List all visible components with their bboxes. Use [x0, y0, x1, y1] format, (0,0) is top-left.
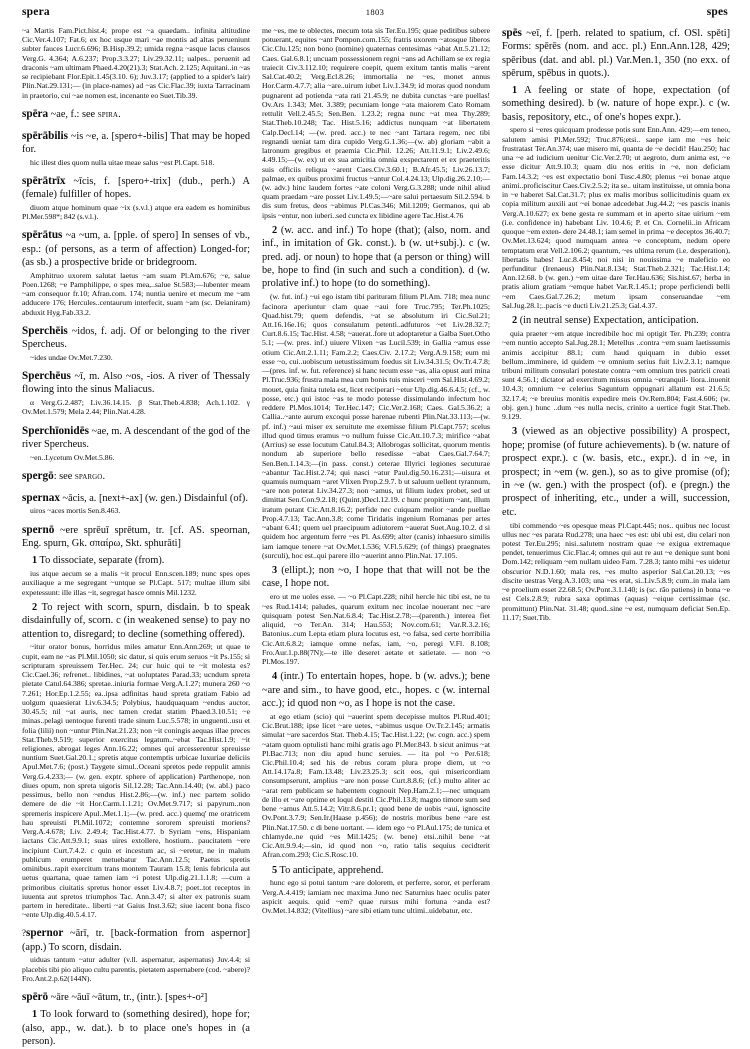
- headword: spernor: [26, 927, 64, 940]
- sense-text: (w. acc. and inf.) To hope (that); (also, nom. and inf., in imitation of Gk. const.). b (w. ut+subj.). c (w. pred. adj. or noun) to hope that (a person or thing) will be, hope to find (in such and such a condition). d (w. prolative inf.) to hope (to do something).: [262, 224, 491, 290]
- sense-block: [502, 314, 730, 327]
- headword: spērātrīx: [22, 175, 66, 187]
- sense-number: 2: [272, 224, 278, 236]
- headword: Sperchēis: [22, 324, 68, 337]
- sense-block: [502, 84, 730, 124]
- entry-etymology: ~āre ~āuī ~ātum, tr., (intr.). [spes+-o²]: [48, 992, 208, 1004]
- sense-text: (in neutral sense) Expectation, anticipation.: [519, 315, 699, 327]
- sense-block: [502, 425, 730, 519]
- sense-number: 2: [512, 315, 518, 327]
- headword: Sperchīonidēs: [22, 424, 89, 437]
- sense-number: 1: [32, 1009, 38, 1021]
- entry-tail: .: [102, 470, 106, 482]
- citation-paragraph: (w. fut. inf.) ~ui ego istam tibi parituram filium Pl.Am. 718; mea nunc facinora aperiuntur clam quae ~aui fore Truc.795; Ter.Ph.1025; Quad.hist.79; quem defendis, ~at se absolutum iri Cic.Sul.21; Att.16.16e.16; quos consulatum petenti..adfuturos ~et Liv.28.32.7; Curt.8.6.15; Tac.Hist. 4.58; ~auerat..fore ut adoptaretur a Galba Suet.Otho 5.1; —(w. pres. inf.) uiuere Vlixen ~as Lucil.539; in Gallia ~amus esse otium Cic.Att.2.1.11; Fam.2.2; Caes.Civ. 2.17.2; Verg.A.9.158; eum mi esse ~o, cui..uobiscum uetustissimum foedus sit Liv.34.31.5; Ov.Tr.4.7.8;—(pres. inf. w. fut. reference) si hanc tecum esse ~as, alia opust auri mina Pl.Truc.936; frustra mala mea cum bonis tuis misceri ~em Sal.Hist.4.69.2; mouet, quia finita tutela est, licet reciperari ~etur Ulp.dig.46.6.4.5; (cf., w. posse, etc.) qui istoc ~as te modo potesse dissimulando infectum hoc reddere Pl.Mos.1014; Ter.Hec.147; Cic.Ver.2.168; Caes. Gal.5.36.2; a Callia..~ante aurum excoqui posse harenae rubenti Plin.Nat.33.113;—(w. pf. inf.) ~aui miser ex seruitute me exemisse filium Pl.Capt.757; scelus illud quod timus eramus ~o nullum fuisse Cic.Att.10.7.3; mirifice ~abat (Arrius) se esse locutum Catul.84.3; Allobrogas sollicitat, quorum mentis nondum ab superiore bello resedisse ~abat Caes.Gal.7.64.7; Sen.Ben.1.14.3;—(in pass. const.) ceterae Illyrici legiones secuturae ~abantur Tac.Hist.2.74; qui nasci ~atur Paul.dig.50.16.231;—uisura et quamuis numquam ~aret Vlixen Prop.2.9.7. b ut saluum uellent tyrannum, ~are non poterat Liv.34.27.3; non ~amus, ut filium iudex probet, sed ut dimittat Sen.Con.9.2.18; (Quint.)Decl.12.19. c hunc propitium ~ant, illum iratum putant Cic.Att.8.16.2; perfide nec cuiquam melior ~ande puellae Prop.4.7.13; Tac.Ann.3.8; come Tiridatis ingenium Romanas per artes ~abant 6.41; quem uel praecipuum adiutorem ~auerat Suet.Aug.10.2. d si quidem hoc argentum ferre ~es Pl. As.699; alter (canis) inhaesuro similis iam iamque tenere ~at Ov.Met.1.536; V.Fl.5.629; (of things) praegnates (surculi), hoc est..qui parere illo ~auerint anno Plin.Nat. 17.105.: [262, 292, 490, 560]
- headword: spēs: [502, 27, 522, 39]
- entry-spernax: [22, 491, 250, 505]
- entry-speratrix: [22, 174, 250, 202]
- sense-text: To dissociate, separate (from).: [39, 555, 165, 567]
- citation-paragraph: ero ut me uoles esse. — ~o Pl.Capt.228; nihil hercle hic tibi est, ne tu ~es Rud.1414; paludes, quarum exitum nec incolae nouerant nec ~are quisquam potest Sen.Nat.6.8.4; Tac.Hist.2.78;—(parenth.) interea fiet aliquid, ~o Ter.An. 314; Hau.553; Nov.com.61; Var.R.3.2.16; Batonius..cum Lepta etiam plura locutus est, ~o falsa, sed certe horribilia Cic.Att.6.8.2; iamque omne nefas, iam, ~o, peregi V.Fl. 8.108; Fro.Aur.1.p.88(7N);—te ille deseret aetate et satietate. — non ~o Pl.Mos.197.: [262, 592, 490, 666]
- column-container: [22, 26, 730, 1048]
- sense-text: To reject with scorn, spurn, disdain. b to speak disdainfully of, scorn. c (in weakened sense) to pay no attention to, disregard; to decline (something offered).: [22, 601, 250, 640]
- entry-definition: ~ī, m. Also ~os, -ios. A river of Thessaly flowing into the sinus Maliacus.: [22, 371, 250, 396]
- entry-definition: ~ārī, tr. [back-formation from aspernor] (app.) To scorn, disdain.: [22, 928, 250, 953]
- doubtful-marker: ?: [22, 928, 26, 939]
- sense-block: [262, 670, 490, 710]
- cross-reference[interactable]: spira: [97, 109, 119, 120]
- entry-sperchionides: [22, 424, 250, 452]
- entry-tail: .: [118, 108, 121, 120]
- sense-block: [22, 554, 250, 567]
- headword: Sperchēus: [22, 370, 71, 383]
- headword: spērō: [22, 991, 49, 1004]
- entry-spercheus: [22, 369, 250, 397]
- citation-paragraph: at ego etiam (scio) qui ~auerint spem decepisse multos Pl.Rud.401; Cic.Brut.188; ipse licet ~are uetes, ~abimus usque Ov.Tr.2.145; armatis simulat ~are sacerdos Stat. Theb.4.15; Tac.Hist.1.22; (w. cogn. acc.) spem ~atam quom optulisti hanc mihi gratis ago Pl.Mer.843. b sicut animus ~at Pl.Bac.713; non diu apud hunc seruies. — ita pol ~o Per.618; Cic.Phil.10.4; sed his de rebus coram plura prope diem, ut ~o Att.14.17a.8; Fam.13.48; Liv.23.25.3; scit eos, qui misericordiam consumpserunt, amplius ~are non posse Curt.8.8.6; (cf.) multo aliter ac ~arat rem publicam se habentem cognouit Nep.Ham.2.1;—nec umquam de illo et ~are optime et loqui destiti Cic.Phil.13.8; magno timore sum sed bene ~amus Att.5.14.2; Vitr.8.6.pr.1; quod bene de uobis ~aui, ignoscite Ov.Pont.3.7.9; Sen.Ir.(Haase p.456); de nostris moribus bene ~are est Plin.Nat.17.50. c di bene uortant. — idem ego ~o Pl.Aul.175; de tunica et chlamyde..ne quid ~es Mil.1425; (w. bene) etsi..nihil bene ~at Cic.Att.9.9.4;—sin, id quod non ~o, ratio talis sequius cecidterit Afran.com.293; Cic.S.Rosc.10.: [262, 711, 490, 860]
- entry-definition: ~ae, m. A descendant of the god of the river Spercheus.: [22, 425, 250, 450]
- continuation-paragraph: me ~es, me te oblectes, mecum tota sis Ter.Eu.195; quae peditibus subere potuerant, equites ~ant Pompon.com.155; fratris uxorem ~atosque liberos Cic.Clu.125; non bono (nomine) quaternas centesimas ~abat Att.5.21.12; Caes. Gal.6.8.1; uncuam possessionem regni ~ans ad Achillam se ex regia traiecit Civ.3.112.10; requirere coepit, quem exitum tantis malis ~arent Sal.Cat.40.2; Verg.Ecl.8.26; immortalia ne ~es, monet annus Hor.Carm.4.7.7; alia ~are..uirum iubet Liv.1.34.9; id moras quod nondum pugnarent ad potienda ~ata rati 21.45.9; ne dubita cunctas ~are puellas! Ov.Ars 1.343; Met. 3.389; pecuniam longe ~ata maiorem Cato Romam rettulit Vell.2.45.5; Sen.Ben. 1.23.2; regna nunc ~at mea Thy.289; Stat.Theb.10.248; Tac. Hist.5.16; addictus nunquam ~at libertatem Calp.Decl.14; —(w. pred. acc.) te nec ~ant Tartara regem, nec tibi regnandi ueniat tam dira cupido Verg.G.1.36;—(w. ab) gloriam ~abit a latronum gregibus et praemia Cic.Phil. 12.26; Att.11.9.1; Liv.2.49.6; 4.49.15;—(w. ex) ut ex sua amicitia omnia exspectarent et ex praeteritis suis officiis reliqua ~arent Caes.Civ.3.60.1; B.Afr.45.5; Liv.26.13.7; palmae, ex quibus proximi fructus ~antur Col.4.24.13; Ulp.dig.26.2.10;—(w. adv.) hinc laudem fortes ~ate coloni Verg.G.3.288; unde nihil aliud quam praedam ~are posset Liv.1.49.5;—~are salui pertaesum Sil.2.594. b dis sum fretus, deos ~abimus Pl.Cas.346; Mil.1209; Germanos, qui ab ipsis ~entur, non iuberi..sed cuncta ex libidine agere Tac.Hist.4.76: [262, 26, 490, 220]
- headword: spernax: [22, 491, 60, 504]
- folio-number: 1803: [365, 7, 385, 17]
- sense-text: (intr.) To entertain hopes, hope. b (w. advs.); bene ~are and sim., to have good, etc., hopes. c (w. internal acc.); id quod non ~o, as I hope is not the case.: [262, 671, 491, 709]
- running-head: [22, 6, 728, 24]
- sense-number: 1: [512, 84, 518, 96]
- headword: spergō: [22, 469, 54, 482]
- column-left: [22, 26, 250, 1048]
- sense-number: 3: [272, 565, 278, 577]
- citation-paragraph: ~ides undae Ov.Met.7.230.: [30, 352, 113, 362]
- entry-etymology: ~ere sprēuī sprētum, tr. [cf. AS. speornan, Eng. spurn, Gk. σπαίρω, Skt. sphurāti]: [22, 524, 250, 550]
- headword: spērātus: [22, 229, 63, 242]
- entry-sperno: [22, 523, 250, 551]
- citation-paragraph: uiros ~aces mortis Sen.8.463.: [30, 506, 121, 516]
- citation-paragraph: ~itur orator bonus, horridus miles amatur Enn.Ann.269; ut quae te cupit, eam ne ~as Pl.Mil.1050; sic datur, si quis erum seruos ~it Ps.155; si scripturam spreuissem Ter.Hec. 24; cur huic qui te ~it molesta es? Cic.Cael.36; refrenet.. libidines, ~at uoluptates Parad.33; ucndum spreta pietate Catul.64.386; spretae..iniuria formae Verg.A.1.27; munera 260 ~o 7.261; Hor.Ep.1.2.55; ea..ipsa adfinitas haud spreta gratiam Fabio ad uolgum quaesierat Liv.6.34.5; Polybius, haudquaquam ~endus auctor, 30.45.5; nil ~at auris, nec tamen credat statim Phaed.3.10.51; ~e minas..pelagi uentoque furenti trade sinum Luc.5.578; in unguenti..usu et folia (lilii) non ~untur Plin.Nat.21.23; non ~it coningis aequas illae preces Stat.Theb.9.519; superior exercitus legatum..~ebat Tac.Hist.1.9; ~it religiones, abrogat leges Ann.16.22; omnes qui arcesserentur spreuisse nuntium Suet.Gal.20.1.; spretis atque contemptis urbicae luxuriae deliciis Apul.Met.7.6; (post.) Taygete simul..Oceani spretos pede reppulit amnis Verg.G.4.233;— (w. gen. exptr. sphere of application) Parthenope, non diues opum, non spreta uigoris Sil.12.28; Tac.Ann.14.40; (w. abl.) paco pessimus, bello non ~endus Hist.2.86;—(w. inf.) nec partem solido demere de die ~it Hor.Carm.1.1.21; Ov.Met.9.717; si papyrum..non spremeris inspicere Apul..Met.1.1;—(w. pred. acc.) quemq' me oratricem hau spreuisti Pl.Mil.1072; contemne sororem spreuisti moriens? Verg.A.4.678; Liv. 2.49.4; Tac.Hist.4.77. b Syriam ~ens, Hispaniam iactans Cic.Att.9.9.1; suas uires extollere, hostium.. paucitatem ~ere incipiunt Curt.7.4.2. c quin et incestum ac, si ~eretur, ne in malum publicum erumperet metuebatur Tac.Ann.12.5; Paetus spretis ominibus..rapit exercitum trans montem Tauram 15.8; lenis febricula aut uetus quartana, quae tamen iam ~i potest Ulp.dig.21.1.1.8; —cum a primoribus ciuitatis spretus honor esset Liv.4.8.7; poet..tot receptos in iuuenta aut spretos triumphos Tac. Ann.3.47; si alter ex patronis suam partem in hereditate.. liberti ~at Gaius Inst.3.62; siue iacent bona fisco ~ente Ulp.dig.40.5.4.17.: [22, 642, 250, 920]
- entry-etymology: ~eī, f. [perh. related to spatium, cf. OSl. spěti] Forms: spērēs (nom. and acc. pl.) Enn.Ann.128, 429; spēribus (dat. and abl. pl.) Var.Men.1, 350 (no exx. of spērum, spēbus in quots.).: [502, 28, 730, 79]
- entry-grammar: ~ae, f.: see: [48, 108, 98, 120]
- citation-paragraph: hunc ego si potui tantum ~are dolorem, et perferre, soror, et perferam Verg.A.4.419; iamiam nec maxima Juno nec Saturnius haec oculis pater aspicit aequis. quid ~em? quae rursus mihi fortuna ~anda est? Ov.Met.14.832; (Vitellius) ~are sibi etiam tunc ultimi..uidebatur, etc.: [262, 878, 490, 916]
- sense-number: 2: [32, 601, 38, 613]
- entry-speratus: [22, 228, 250, 269]
- entry-spero: [22, 990, 250, 1004]
- entry-spernor: [22, 926, 250, 954]
- sense-text: (viewed as an objective possibility) A prospect, hope; promise (of future achievements). b (w. nature of prospect expr.). c (w. basis, etc., expr.). d in ~e, in prospect; in ~em (w. gen.), so as to give promise (of); in ~e (w. gen.) with the prospect (of). e (pregn.) the prospect of inheriting, etc., under a will, succession, etc.: [502, 426, 730, 518]
- sense-text: (ellipt.); non ~o, I hope that that will not be the case, I hope not.: [262, 565, 490, 590]
- headword: spērābilis: [22, 129, 69, 142]
- running-head-right: spes: [706, 6, 728, 18]
- sense-number: 3: [512, 426, 518, 438]
- column-right: [502, 26, 730, 958]
- entry-definition: ~idos, f. adj. Of or belonging to the river Spercheus.: [22, 325, 250, 351]
- citation-paragraph: Amphitruo uxorem salutat laetus ~am suam Pl.Am.676; ~e, salue Poen.1268; ~e Pamphilippe, o spes mea,..salue St.583;—lubenter meam ~am consequor fr.10; Afran.com. 174; nuntia uenire et mecum me ~am adducere 176; Hercules..centaurum interfecit, suam ~am (sc. Deianiram) abduxit Hyg.Fab.33.2.: [22, 270, 250, 317]
- entry-definition: ~a ~um, a. [pple. of spero] In senses of vb., esp.: (of persons, as a term of affection) Longed-for; (as sb.) a prospective bride or bridegroom.: [22, 230, 250, 268]
- sense-number: 5: [272, 864, 278, 876]
- entry-sperabilis: [22, 129, 250, 157]
- citation-paragraph: diuom atque hominum quae ~ix (s.v.l.) atque era eadem es hominibus Pl.Mer.598*; 842 (s.v.l.).: [22, 203, 250, 222]
- sense-number: 4: [272, 671, 278, 683]
- citation-paragraph: uiduas tantum ~atur adulter (v.ll. aspernatur, aspernatus) Juv.4.4; si placebis tibi pio aliquo cultu parentis, pietatem aspernabere (cod. ~abere)? Fro.Ant.2.p.62(144N).: [22, 955, 250, 983]
- sense-text: A feeling or state of hope, expectation (of something desired). b (w. nature of hope expr.). c (w. basis, repository, etc., of one's hopes expr.).: [502, 84, 730, 123]
- citation-paragraph: quia praeter ~em atque incredibile hoc mi optigit Ter. Ph.239; contra ~em nuntio accepto Sal.Jug.28.1; Metellus ..contra ~em suam laetissumis animis accipitur 88.1; cum haud quiquam in dubio esset bellum..imminere, id quidem ~e omnium serius fuit Liv.2.3.1; namque tribuni militum consulari potestate contra ~em omnium tres patricii creati sunt 4.56.1; dictator ad exercitum missus omnia ~etranquil- liora..inuenit 10.4.3; omnium ~e celerius Saguntum oppugnari allatum est 21.6.5; 32.17.4; ~e breuius monitis expedire meis Ov.Rem.804; Fast.4.606; (w. obj. gen.) hunc ..dum ~es nulla necis, crinito a uertice fugit Stat.Theb. 9.129.: [502, 329, 730, 422]
- headword: spernō: [22, 523, 55, 536]
- sense-text: To look forward to (something desired), hope for; (also, app., w. dat.). b to place one's hopes in (a person).: [22, 1009, 250, 1048]
- citation-paragraph: ~en..Lycetum Ov.Met.5.86.: [30, 452, 115, 462]
- sense-number: 1: [32, 555, 38, 567]
- entry-definition: ~ācis, a. [next+-ax] (w. gen.) Disdainful (of).: [59, 492, 248, 504]
- sense-block: [22, 601, 250, 641]
- entry-spercheis: [22, 324, 250, 352]
- sense-block: [262, 564, 490, 591]
- sense-block: [22, 1008, 250, 1048]
- cross-reference[interactable]: spargo: [74, 471, 103, 482]
- headword: spēra: [22, 107, 49, 120]
- sense-text: To anticipate, apprehend.: [279, 864, 384, 876]
- entry-spera: [22, 107, 250, 122]
- continuation-paragraph: ~a Martis Fam.Pict.hist.4; prope est ~a quaedam.. infinita altitudine Cic.Ver.4.107; Fat.6; ex hoc usque mari ~ae montis ad altas perueniunt subter fauces Lucr.6.696; B.Hisp.39.2; umida regna ~asque lacus clausos Verg.G. 4.364; A.6.237; Prop.3.3.27; Liv.29.32.11; ualpes.. peruenit ad draconis ~am ultimam Phaed.4.20(21).3; Stat.Ach. 2.125; Aquitani..in ~as se recipiebant Flor.Epit.1.45(3.10. 6); Juv.3.17; (applied to a spider's lair) Plin.Nat.29.131;— (in place-names) ad ~as Cic.Flac.39; iuxta Tarracinam in praetorio, cui ~ae nomen est, incenante eo Suet.Tib.39.: [22, 26, 250, 100]
- citation-paragraph: spero si ~eres quicquam prodesse potis sunt Enn.Ann. 429;—em teneo, salutem amisi Pl.Mer.592; Truc.876;etsi.. saepe iam me ~es heic frustratast Ter.An.374; uae misero mi, quanta de ~e decidi! Hau.250; hac una ~e ad iudicium uenitur Cic.Ver.2.70; ut aegroto, dum anima est, ~e esse dicitur Att.9.10.3; quam diu nos eritis in ~e, non deficiam Fam.14.3.2; ~es est expectatio boni Tusc.4.80; plenus ~ei bonae atque animi..proficiscitur Caes.Civ.2.5.2; ita se.. uitam instituisse, ut omnia bona in ~e haberet Sal.Cat.31.7; plus ex malis moribus sollicitudinis quam ex copia militum auxili aut ~ei bonae adcedebat Jug.44.2; ~es pascis inanis Verg.A.10.627; ex bene gesta re summam et in aperto sitae uirium ~em (i.e. confidence in) habebant Liv. 10.4.6; P. et Cn. Cornelii..in Africam quoque ~em exten- dere 24.48.1; iam semel in prima ~e deceptos 36.40.7; Ov.Met.13.624; quod numquam antea ~e conceptum, nedum opere temptatum erat Vell.2.106.2; quantum, ~es ultima rerum (i.e. desperation), libertatis habes! Luc.8.454; noi nisi in nouissima ~e maleficio eo perfunditur (Irenaeus) Plin.Nat.8.134; Stat.Theb.2.321; Tac.Hist.1.4; Ann.12.68. b (w. gen.) ~em uitae dare Ter.Hau.636; Sis.hist.67; herba in pratis alium gratiam ~emque habet Var.R.1.45.1; prope perficiendi belli ~em Caes.Gal.7.26.2; metum ipsam conseruandae ~em Sal.Jug.28.1;..pacis ~e ducti Liv.21.25.3; Gal.4.37.: [502, 125, 730, 310]
- citation-paragraph: ius atque aecum se a malis ~it procul Enn.scen.189; nunc spes opes auxiliaque a me segregant ~untque se Pl.Capt. 517; multae illum sibi expetessunt: ille illas ~it, segregat hasce omnis Mil.1232.: [22, 569, 250, 597]
- entry-spes: [502, 26, 730, 80]
- citation-paragraph: tibi commendo ~es opesque meas Pl.Capt.445; nos.. quibus nec locust ullus nec ~es parata Rud.278; una haec ~es est: ubi ubi est, diu celari non potest Ter.Eu.295; nisi..salutem nostram quae ~e exigua extremaque pendet, tenuerimus Cic.Flac.4; omnes qui aut re aut ~e denique sunt boni Dom.142; reliquam ~em nullam uideo Fam. 7.28.3; tanto mihi ~es uidetur obscurior N.D.1.60; mala res, ~es multo asperior Sal.Cat.20.13; ~es discite uestras Verg.A.3.103; una ~es erat, si..Liv.5.8.9; cum..in mala iam ~e proelium esset 22.68.5; Ov.Pont.3.1.140; is (sc. rāo patiens) in bona ~e est Cels.2.8.9; rubra saxa optimas (aquas) ~eique certissimae (sc. promittunt) Plin.Nat. 31.48; quod..sine ~e est, numquam deficiat Sen.Ep. 11.17; Suet.Tib.: [502, 520, 730, 622]
- entry-definition: ~is ~e, a. [spero+-bilis] That may be hoped for.: [22, 130, 250, 156]
- column-middle: [262, 26, 490, 958]
- entry-grammar: : see: [53, 470, 75, 482]
- entry-definition: ~īcis, f. [spero+-trix] (dub., perh.) A (female) fulfiller of hopes.: [22, 176, 250, 201]
- citation-paragraph: α Verg.G.2.487; Liv.36.14.15. β Stat.Theb.4.838; Ach.1.102. γ Ov.Met.1.579; Mela 2.44; Plin.Nat.4.28.: [22, 398, 250, 417]
- citation-paragraph: hic illest dies quom nulla uitae meae salus ~est Pl.Capt. 518.: [30, 157, 215, 167]
- entry-spergo: [22, 469, 250, 484]
- sense-block: [262, 224, 490, 291]
- sense-block: [262, 864, 490, 877]
- running-head-left: spera: [22, 6, 50, 18]
